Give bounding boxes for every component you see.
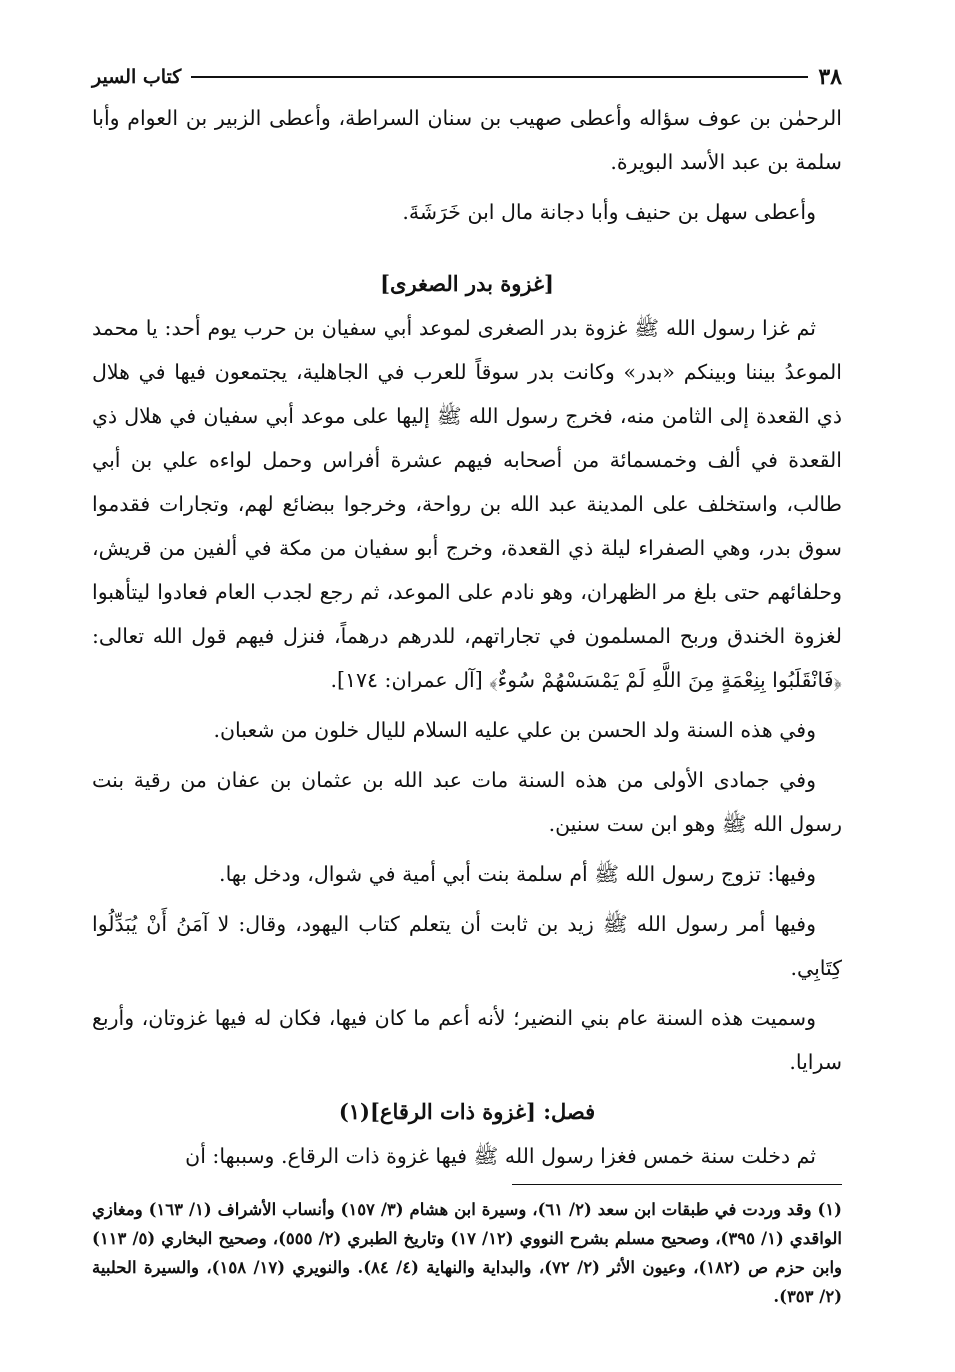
- footnote-rule: [512, 1184, 842, 1185]
- paragraph-8: وسميت هذه السنة عام بني النضير؛ لأنه أعم ما كان فيها، فكان له فيها غزوتان، وأربع سرايا.: [92, 1006, 842, 1074]
- paragraph-5: وفي جمادى الأولى من هذه السنة مات عبد الله بن عثمان بن عفان من رقية بنت رسول الله ﷺ وهو ابن ست سنين.: [92, 768, 842, 836]
- paragraph-4: وفي هذه السنة ولد الحسن بن علي عليه السلام لليال خلون من شعبان.: [213, 718, 816, 742]
- running-header: [92, 58, 842, 96]
- page-body: [92, 58, 842, 1311]
- paragraph-6: وفيها: تزوج رسول الله ﷺ أم سلمة بنت أبي أمية في شوال، ودخل بها.: [219, 862, 816, 886]
- paragraph-2: وأعطى سهل بن حنيف وأبا دجانة مال ابن خَرَشَةَ.: [402, 200, 816, 224]
- paragraph-1: الرحمٰن بن عوف سؤاله وأعطى صهيب بن سنان السراطة، وأعطى الزبير بن العوام وأبا سلمة بن عبد الأسد البويرة.: [92, 106, 842, 174]
- paragraph-9: ثم دخلت سنة خمس فغزا رسول الله ﷺ فيها غزوة ذات الرقاع. وسببها: أن: [185, 1144, 816, 1168]
- paragraph-3: ثم غزا رسول الله ﷺ غزوة بدر الصغرى لموعد أبي سفيان بن حرب يوم أحد: يا محمد الموعدُ بيننا وبينكم «بدر» وكانت بدر سوقاً للعرب في الجاهلية، يجتمعون فيها في هلال ذي القعدة إلى الثامن منه، فخرج رسول الله ﷺ إليها على موعد أبي سفيان في هلال ذي القعدة في ألف وخمسمائة من أصحابه فيهم عشرة أفراس وحمل لواءه علي بن أبي طالب، واستخلف على المدينة عبد الله بن رواحة، وخرجوا ببضائع لهم، وتجارات فقدموا سوق بدر، وهي الصفراء ليلة ذي القعدة، وخرج أبو سفيان من مكة في ألفين من قريش، وحلفائهم حتى بلغ مر الظهران، وهو نادم على الموعد، ثم رجع لجدب العام فعادوا ليتأهبوا لغزوة الخندق وربح المسلمون في تجاراتهم، للدرهم درهماً، فنزل فيهم قول الله تعالى: ﴿فَانْقَلَبُوا بِنِعْمَةٍ مِنَ اللَّهِ لَمْ يَمْسَسْهُمْ سُوءٌ﴾ [آل عمران: ١٧٤].: [92, 316, 842, 692]
- footnote: (١) وقد وردت في طبقات ابن سعد (٢/ ٦١)، وسيرة ابن هشام (٣/ ١٥٧) وأنساب الأشراف (١/ ١٦٣) ومغازي الواقدي (١/ ٣٩٥)، وصحيح مسلم بشرح النووي (١٢/ ١٧) وتاريخ الطبري (٢/ ٥٥٥)، وصحيح البخاري (٥/ ١١٣) وابن حزم ص (١٨٢)، وعيون الأثر (٢/ ٧٢)، والبداية والنهاية (٤/ ٨٤). والنويري (١٧/ ١٥٨)، والسيرة الحلبية (٢/ ٣٥٣).: [92, 1200, 843, 1306]
- header-rule: [191, 76, 808, 78]
- paragraph-7: وفيها أمر رسول الله ﷺ زيد بن ثابت أن يتعلم كتاب اليهود، وقال: لا آمَنُ أَنْ يُبَدِّلُوا كِتَابِي.: [92, 912, 842, 980]
- section-heading-badr: [غزوة بدر الصغرى]: [380, 271, 554, 296]
- page-number: ٣٨: [818, 64, 842, 90]
- book-title: كتاب السير: [92, 66, 182, 88]
- section-heading-dhat-al-riqa: فصل: [غزوة ذات الرقاع](١): [338, 1099, 596, 1124]
